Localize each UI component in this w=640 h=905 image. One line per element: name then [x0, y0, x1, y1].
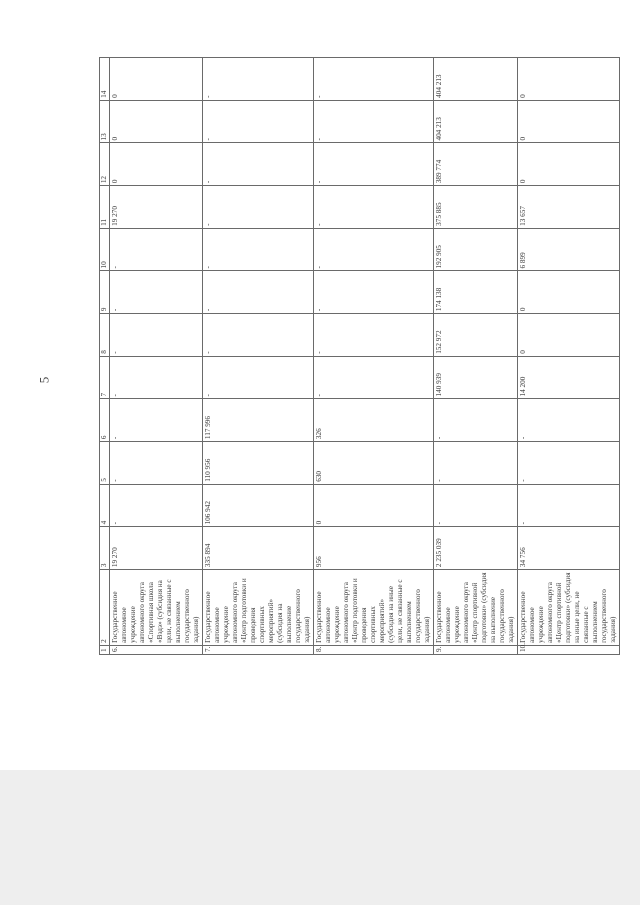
value-cell: - — [434, 442, 518, 485]
column-number-cell: 9 — [100, 271, 110, 314]
value-cell: - — [314, 314, 434, 357]
value-cell: - — [203, 58, 314, 101]
value-cell: - — [110, 356, 203, 399]
value-cell: 404 213 — [434, 100, 518, 143]
value-cell: 0 — [110, 100, 203, 143]
value-cell: 0 — [518, 314, 620, 357]
value-cell: - — [518, 484, 620, 527]
value-cell: 106 942 — [203, 484, 314, 527]
value-cell: 110 956 — [203, 442, 314, 485]
value-cell: - — [434, 484, 518, 527]
row-number: 6. — [110, 645, 203, 654]
value-cell: 326 — [314, 399, 434, 442]
value-cell: 0 — [518, 100, 620, 143]
value-cell: - — [203, 228, 314, 271]
value-cell: - — [110, 442, 203, 485]
value-cell: 140 939 — [434, 356, 518, 399]
column-number-cell: 5 — [100, 442, 110, 485]
value-cell: 630 — [314, 442, 434, 485]
value-cell: 0 — [518, 143, 620, 186]
value-cell: - — [314, 58, 434, 101]
table-row — [314, 58, 434, 655]
value-cell: - — [314, 100, 434, 143]
institution-name: Государственное автономное учреждение автономного округа «Центр подготовки и проведения спортивных мероприятий» (субсидия на выполнение государственного задания) — [203, 570, 314, 646]
value-cell: - — [518, 399, 620, 442]
column-number-cell: 4 — [100, 484, 110, 527]
value-cell: - — [203, 271, 314, 314]
value-cell: - — [110, 484, 203, 527]
value-cell: - — [110, 399, 203, 442]
value-cell: 13 657 — [518, 186, 620, 229]
value-cell: 404 213 — [434, 58, 518, 101]
value-cell: 0 — [110, 143, 203, 186]
value-cell: 192 905 — [434, 228, 518, 271]
value-cell: - — [110, 228, 203, 271]
value-cell: - — [314, 356, 434, 399]
value-cell: 0 — [518, 271, 620, 314]
institution-name: Государственное автономное учреждение автономного округа «Центр спортивной подготовки» (субсидия на иные цели, не связанные с выполнением государственного задания) — [518, 570, 620, 646]
value-cell: - — [314, 271, 434, 314]
value-cell: 6 899 — [518, 228, 620, 271]
value-cell: - — [314, 228, 434, 271]
value-cell: - — [203, 100, 314, 143]
scan-margin — [0, 770, 640, 905]
column-number-cell: 8 — [100, 314, 110, 357]
value-cell: - — [314, 186, 434, 229]
value-cell: 174 138 — [434, 271, 518, 314]
page-number: 5 — [36, 376, 52, 384]
table-area — [99, 57, 617, 655]
value-cell: 2 235 039 — [434, 527, 518, 570]
row-number: 10. — [518, 645, 620, 654]
column-number-cell: 1 — [100, 645, 110, 654]
column-number-cell: 10 — [100, 228, 110, 271]
column-number-cell: 14 — [100, 58, 110, 101]
value-cell: 117 996 — [203, 399, 314, 442]
value-cell: 19 270 — [110, 186, 203, 229]
value-cell: - — [110, 271, 203, 314]
value-cell: 389 774 — [434, 143, 518, 186]
institution-name: Государственное автономное учреждение автономного округа «Спортивная школа «Вэдэ» (субсидия на цели, не связанные с выполнением государственного задания) — [110, 570, 203, 646]
table-row — [518, 58, 620, 655]
table-row — [203, 58, 314, 655]
value-cell: - — [203, 143, 314, 186]
value-cell: 335 894 — [203, 527, 314, 570]
value-cell: 956 — [314, 527, 434, 570]
value-cell: 0 — [518, 58, 620, 101]
value-cell: - — [203, 356, 314, 399]
value-cell: - — [518, 442, 620, 485]
value-cell: 152 972 — [434, 314, 518, 357]
table-header-row — [100, 58, 110, 655]
row-number: 9. — [434, 645, 518, 654]
column-number-cell: 11 — [100, 186, 110, 229]
column-number-cell: 12 — [100, 143, 110, 186]
institution-name: Государственное автономное учреждение автономного округа «Центр спортивной подготовки» (субсидия на выполнение государственного задания) — [434, 570, 518, 646]
value-cell: - — [314, 143, 434, 186]
row-number: 8. — [314, 645, 434, 654]
value-cell: - — [203, 314, 314, 357]
rotated-table-container — [99, 57, 617, 655]
column-number-cell: 6 — [100, 399, 110, 442]
column-number-cell: 13 — [100, 100, 110, 143]
value-cell: - — [203, 186, 314, 229]
value-cell: 0 — [314, 484, 434, 527]
value-cell: - — [110, 314, 203, 357]
value-cell: 19 270 — [110, 527, 203, 570]
value-cell: - — [434, 399, 518, 442]
column-number-cell: 7 — [100, 356, 110, 399]
value-cell: 14 200 — [518, 356, 620, 399]
table-row — [434, 58, 518, 655]
column-number-cell: 2 — [100, 570, 110, 646]
table-row — [110, 58, 203, 655]
value-cell: 0 — [110, 58, 203, 101]
value-cell: 34 756 — [518, 527, 620, 570]
institution-name: Государственное автономное учреждение автономного округа «Центр подготовки и проведения спортивных мероприятий» (субсидия на иные цели, не связанные с выполнением государственного задания) — [314, 570, 434, 646]
budget-table — [99, 57, 620, 655]
column-number-cell: 3 — [100, 527, 110, 570]
row-number: 7. — [203, 645, 314, 654]
value-cell: 375 885 — [434, 186, 518, 229]
